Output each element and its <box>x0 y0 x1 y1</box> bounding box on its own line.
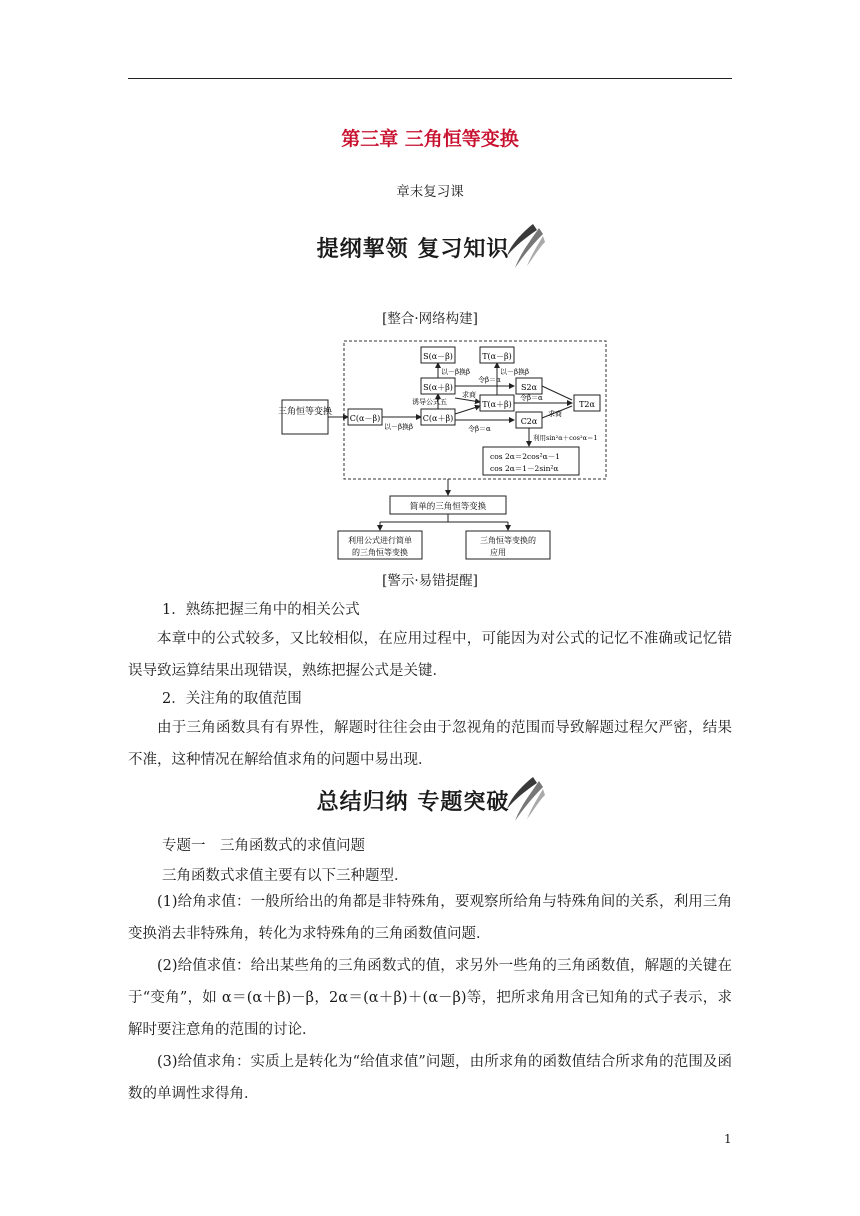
diagram-label: 令β＝α <box>468 425 491 433</box>
diagram-s2a-text: S2α <box>521 383 537 392</box>
diagram-t-plus-text: T(α＋β) <box>482 400 512 409</box>
banner-review-text: 提纲挈领 复习知识 <box>316 237 510 262</box>
diagram-root-box <box>282 400 328 434</box>
diagram-c-plus-text: C(α＋β) <box>422 414 454 423</box>
diagram-leaf-right-line1: 三角恒等变换的 <box>480 536 536 545</box>
topic1-intro: 三角函数式求值主要有以下三种题型． <box>162 868 409 884</box>
warning-item1-title: 1．熟练把握三角中的相关公式 <box>162 602 360 618</box>
diagram-label: 以－β换β <box>384 423 414 431</box>
banner-review <box>0 232 860 263</box>
diagram-leaf-left-line1: 利用公式进行简单 <box>348 536 412 545</box>
knowledge-network-diagram <box>278 338 608 564</box>
warning-label: [警示·易错提醒] <box>382 573 478 589</box>
network-label: [整合·网络构建] <box>382 311 478 327</box>
diagram-label: 求商 <box>548 410 562 418</box>
diagram-label: 令β＝α <box>478 376 501 384</box>
diagram-cos2a-line2: cos 2α＝1－2sin²α <box>490 464 559 473</box>
diagram-s-minus-text: S(α－β) <box>423 352 453 361</box>
warning-item2-title: 2．关注角的取值范围 <box>162 691 302 707</box>
diagram-s-plus-text: S(α＋β) <box>423 383 453 392</box>
diagram-leaf-right-line2: 应用 <box>490 548 506 557</box>
diagram-label: 以－β换β <box>500 368 530 376</box>
topic1-title: 专题一 三角函数式的求值问题 <box>162 838 365 854</box>
diagram-label: 以－β换β <box>441 368 471 376</box>
diagram-arrow <box>455 406 480 414</box>
diagram-t-minus-text: T(α－β) <box>482 352 512 361</box>
topic1-paragraph-3: (3)给值求角：实质上是转化为“给值求值”问题，由所求角的函数值结合所求角的范围及函数的单调性求得角． <box>128 1054 732 1102</box>
diagram-label: 诱导公式五 <box>412 398 447 406</box>
diagram-label: 求商 <box>462 391 476 399</box>
diagram-c-minus-text: C(α－β) <box>349 414 381 423</box>
diagram-c2a-text: C2α <box>520 417 538 426</box>
warning-item2-body: 由于三角函数具有有界性，解题时往往会由于忽视角的范围而导致解题过程欠严密，结果不准，这种情况在解给值求角的问题中易出现． <box>128 720 732 768</box>
diagram-root-text: 三角恒等变换 <box>278 407 333 417</box>
diagram-leaf-left-line2: 的三角恒等变换 <box>352 548 408 557</box>
banner-summary <box>0 785 860 816</box>
topic1-paragraph-1: (1)给角求值：一般所给出的角都是非特殊角，要观察所给角与特殊角间的关系，利用三角变换消去非特殊角，转化为求特殊角的三角函数值问题． <box>128 894 732 942</box>
topic1-paragraph-2: (2)给值求值：给出某些角的三角函数式的值，求另外一些角的三角函数值，解题的关键在于“变角”，如 α＝(α＋β)－β，2α＝(α＋β)＋(α－β)等，把所求角用含已知角的式子表示，求解时要注意角的范围的讨论． <box>128 958 732 1038</box>
diagram-t2a-text: T2α <box>579 400 595 409</box>
diagram-label: 利用sin²α＋cos²α＝1 <box>533 434 598 442</box>
brush-stroke-icon <box>503 775 547 825</box>
banner-summary-text: 总结归纳 专题突破 <box>316 790 510 815</box>
diagram-cos2a-line1: cos 2α＝2cos²α－1 <box>490 452 560 461</box>
brush-stroke-icon <box>503 222 547 272</box>
header-rule <box>128 78 732 79</box>
warning-item1-body: 本章中的公式较多，又比较相似，在应用过程中，可能因为对公式的记忆不准确或记忆错误导致运算结果出现错误，熟练把握公式是关键． <box>128 631 732 679</box>
diagram-arrow <box>542 386 572 400</box>
section-subtitle: 章末复习课 <box>396 184 464 200</box>
chapter-title: 第三章 三角恒等变换 <box>341 128 519 150</box>
page-number: 1 <box>724 1132 732 1146</box>
diagram-simple-text: 简单的三角恒等变换 <box>409 502 487 512</box>
diagram-label: 令β＝α <box>520 394 543 402</box>
